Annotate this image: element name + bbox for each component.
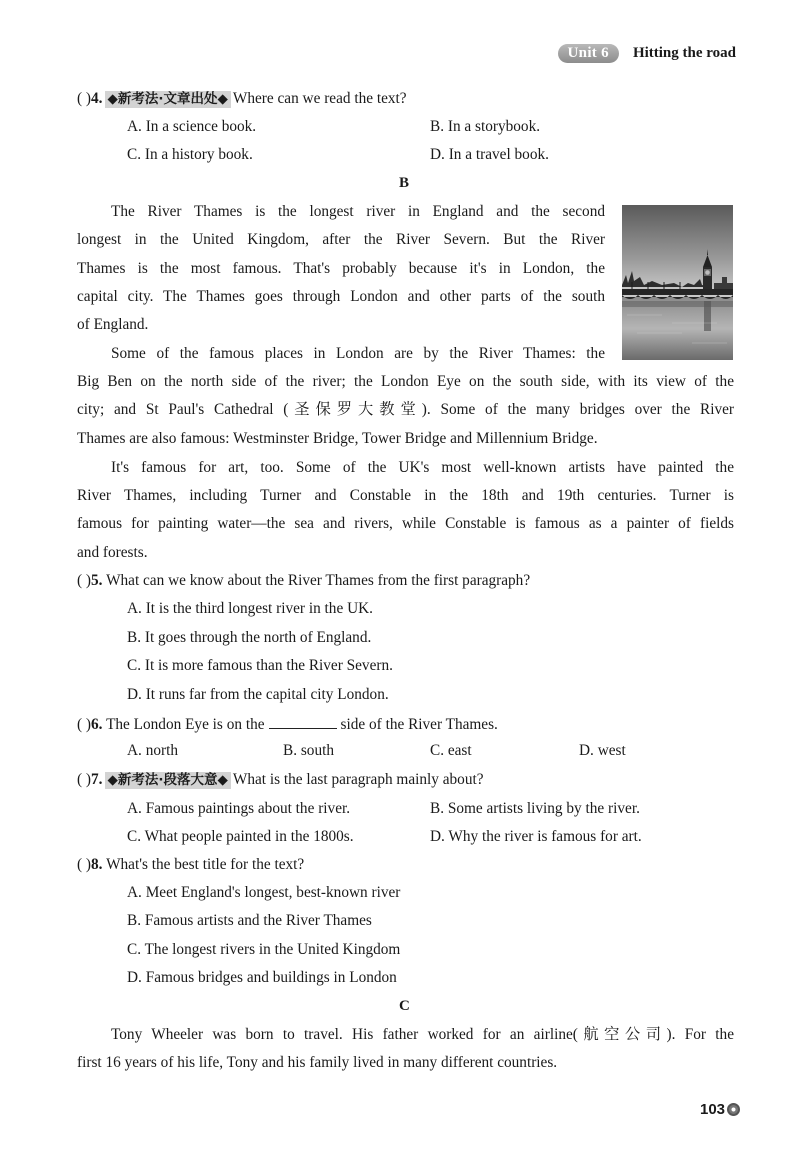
question-text-post: side of the River Thames.	[340, 716, 498, 733]
question-number: 5.	[91, 572, 103, 589]
option-a[interactable]: A. In a science book.	[127, 118, 257, 135]
question-number: 4.	[91, 90, 103, 107]
paragraph-line: Some of the famous places in London are by the River Thames: the	[111, 345, 605, 362]
question-tag: ◆新考法·段落大意◆	[105, 772, 231, 789]
thames-photo	[622, 205, 733, 360]
option-a[interactable]: A. Famous paintings about the river.	[127, 800, 351, 817]
question-tag: ◆新考法·文章出处◆	[105, 91, 231, 108]
section-b-heading: B	[399, 175, 410, 191]
option-b[interactable]: B. Some artists living by the river.	[430, 800, 640, 817]
answer-paren[interactable]: ( )	[77, 90, 92, 107]
option-c[interactable]: C. east	[430, 742, 472, 759]
option-d[interactable]: D. Why the river is famous for art.	[430, 828, 642, 845]
answer-paren[interactable]: ( )	[77, 572, 92, 589]
option-b[interactable]: B. south	[283, 742, 334, 759]
paragraph-line: It's famous for art, too. Some of the UK's most well-known artists have painted the	[111, 459, 734, 476]
option-c[interactable]: C. What people painted in the 1800s.	[127, 828, 354, 845]
question-text-pre: The London Eye is on the	[106, 716, 265, 733]
paragraph-line: Thames is the most famous. That's probably because it's in London, the	[77, 260, 605, 277]
paragraph-line: The River Thames is the longest river in England and the second	[111, 203, 605, 220]
option-a[interactable]: A. north	[127, 742, 178, 759]
paragraph-line: city; and St Paul's Cathedral (圣保罗大教堂). Some of the many bridges over the River	[77, 401, 734, 418]
answer-paren[interactable]: ( )	[77, 716, 92, 733]
fill-blank[interactable]	[269, 714, 337, 729]
option-d[interactable]: D. It runs far from the capital city London.	[127, 686, 389, 703]
option-a[interactable]: A. It is the third longest river in the UK.	[127, 600, 373, 617]
question-text: Where can we read the text?	[232, 90, 407, 107]
paragraph-line: first 16 years of his life, Tony and his family lived in many different countries.	[77, 1054, 558, 1071]
answer-paren[interactable]: ( )	[77, 771, 92, 788]
question-5	[77, 572, 530, 590]
question-8	[77, 856, 304, 874]
page-ornament-icon	[727, 1103, 740, 1116]
question-4	[77, 90, 407, 108]
paragraph-line: longest in the United Kingdom, after the River Severn. But the River	[77, 231, 605, 248]
paragraph-line: of England.	[77, 316, 149, 333]
unit-header	[558, 44, 736, 63]
option-b[interactable]: B. Famous artists and the River Thames	[127, 912, 372, 929]
page-number-text: 103	[700, 1101, 726, 1118]
question-number: 7.	[91, 771, 103, 788]
paragraph-line: famous for painting water—the sea and rivers, while Constable is famous as a painter of fields	[77, 515, 734, 532]
option-b[interactable]: B. It goes through the north of England.	[127, 629, 372, 646]
unit-title: Hitting the road	[632, 45, 736, 61]
question-text: What's the best title for the text?	[106, 856, 305, 873]
option-a[interactable]: A. Meet England's longest, best-known river	[127, 884, 401, 901]
unit-badge: Unit 6	[558, 44, 619, 63]
option-d[interactable]: D. Famous bridges and buildings in London	[127, 969, 397, 986]
question-text: What can we know about the River Thames from the first paragraph?	[106, 572, 531, 589]
answer-paren[interactable]: ( )	[77, 856, 92, 873]
question-number: 6.	[91, 716, 103, 733]
paragraph-line: capital city. The Thames goes through London and other parts of the south	[77, 288, 605, 305]
question-number: 8.	[91, 856, 103, 873]
paragraph-line: Thames are also famous: Westminster Bridge, Tower Bridge and Millennium Bridge.	[77, 430, 598, 447]
option-d[interactable]: D. west	[579, 742, 626, 759]
paragraph-line: Tony Wheeler was born to travel. His father worked for an airline(航空公司). For the	[111, 1026, 734, 1043]
option-c[interactable]: C. It is more famous than the River Severn.	[127, 657, 393, 674]
section-c-heading: C	[399, 998, 410, 1014]
paragraph-line: River Thames, including Turner and Constable in the 18th and 19th centuries. Turner is	[77, 487, 734, 504]
question-6	[77, 714, 498, 734]
paragraph-line: Big Ben on the north side of the river; the London Eye on the south side, with its view of the	[77, 373, 734, 390]
question-7	[77, 771, 484, 789]
option-c[interactable]: C. In a history book.	[127, 146, 253, 163]
option-b[interactable]: B. In a storybook.	[430, 118, 541, 135]
option-c[interactable]: C. The longest rivers in the United Kingdom	[127, 941, 401, 958]
question-text: What is the last paragraph mainly about?	[232, 771, 484, 788]
option-d[interactable]: D. In a travel book.	[430, 146, 549, 163]
paragraph-line: and forests.	[77, 544, 148, 561]
page-number	[700, 1101, 740, 1118]
